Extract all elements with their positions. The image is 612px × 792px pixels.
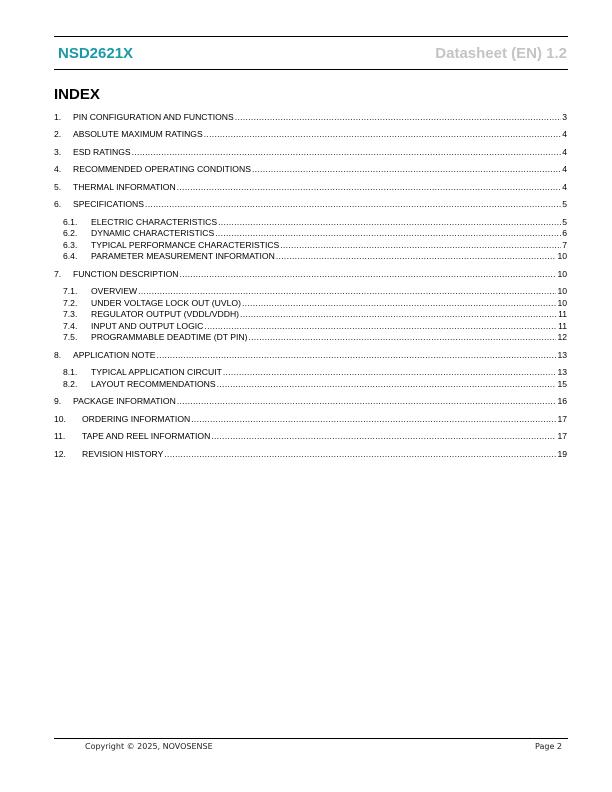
toc-entry-page: 12	[557, 332, 567, 342]
toc-entry-page: 13	[557, 350, 567, 360]
toc-entry-number: 7.	[54, 269, 62, 279]
toc-entry-label: THERMAL INFORMATION	[73, 182, 176, 192]
dot-leader	[218, 217, 561, 228]
toc-entry-label: APPLICATION NOTE	[73, 350, 156, 360]
dot-leader	[240, 309, 557, 320]
toc-entry-page: 10	[557, 251, 567, 261]
toc-entry-label: TAPE AND REEL INFORMATION	[82, 431, 211, 441]
toc-entry-label: UNDER VOLTAGE LOCK OUT (UVLO)	[91, 298, 241, 308]
toc-entry-page: 13	[557, 367, 567, 377]
page-number: Page 2	[535, 742, 562, 751]
toc-entry-number: 10.	[54, 414, 66, 424]
toc-entry-number: 6.	[54, 199, 62, 209]
toc-entry[interactable]	[54, 298, 567, 309]
toc-entry-number: 4.	[54, 164, 62, 174]
toc-entry[interactable]	[54, 182, 567, 193]
toc-entry-label: PACKAGE INFORMATION	[73, 396, 176, 406]
toc-entry-page: 10	[557, 286, 567, 296]
toc-entry-page: 17	[557, 414, 567, 424]
toc-entry-label: FUNCTION DESCRIPTION	[73, 269, 179, 279]
dot-leader	[145, 199, 561, 210]
toc-entry[interactable]	[54, 332, 567, 343]
toc-entry[interactable]	[54, 396, 567, 407]
dot-leader	[164, 449, 556, 460]
toc-entry[interactable]	[54, 147, 567, 158]
toc-entry-page: 4	[562, 147, 567, 157]
dot-leader	[280, 240, 561, 251]
toc-entry-number: 7.1.	[63, 286, 78, 296]
dot-leader	[252, 164, 561, 175]
dot-leader	[191, 414, 556, 425]
toc-entry-label: REVISION HISTORY	[82, 449, 164, 459]
toc-entry[interactable]	[54, 309, 567, 320]
toc-entry[interactable]	[54, 286, 567, 297]
dot-leader	[180, 269, 557, 280]
dot-leader	[211, 431, 556, 442]
toc-entry-label: ABSOLUTE MAXIMUM RATINGS	[73, 129, 203, 139]
toc-entry-number: 8.2.	[63, 379, 78, 389]
toc-entry[interactable]	[54, 129, 567, 140]
toc-entry-label: PARAMETER MEASUREMENT INFORMATION	[91, 251, 275, 261]
toc-entry-label: TYPICAL APPLICATION CIRCUIT	[91, 367, 222, 377]
toc-entry[interactable]	[54, 379, 567, 390]
toc-entry-page: 4	[562, 164, 567, 174]
toc-entry-label: LAYOUT RECOMMENDATIONS	[91, 379, 216, 389]
dot-leader	[215, 228, 561, 239]
toc-entry[interactable]	[54, 164, 567, 175]
toc-entry-label: PROGRAMMABLE DEADTIME (DT PIN)	[91, 332, 248, 342]
dot-leader	[177, 396, 557, 407]
toc-entry-number: 8.	[54, 350, 62, 360]
toc-entry-page: 15	[557, 379, 567, 389]
toc-entry-number: 2.	[54, 129, 62, 139]
toc-entry-label: PIN CONFIGURATION AND FUNCTIONS	[73, 112, 234, 122]
toc-entry[interactable]	[54, 199, 567, 210]
toc-entry[interactable]	[54, 431, 567, 442]
toc-entry-page: 6	[562, 228, 567, 238]
toc-entry-label: ORDERING INFORMATION	[82, 414, 191, 424]
toc-entry-page: 11	[558, 309, 567, 319]
toc-entry-page: 5	[562, 199, 567, 209]
document-version: Datasheet (EN) 1.2	[435, 45, 567, 62]
toc-entry-number: 3.	[54, 147, 62, 157]
toc-entry-label: DYNAMIC CHARACTERISTICS	[91, 228, 215, 238]
dot-leader	[242, 298, 557, 309]
toc-entry[interactable]	[54, 350, 567, 361]
toc-entry[interactable]	[54, 449, 567, 460]
index-heading: INDEX	[54, 86, 100, 103]
toc-entry-number: 12.	[54, 449, 66, 459]
toc-entry-page: 17	[557, 431, 567, 441]
header-top-rule	[54, 36, 568, 37]
toc-entry-label: OVERVIEW	[91, 286, 138, 296]
toc-entry-label: REGULATOR OUTPUT (VDDL/VDDH)	[91, 309, 240, 319]
copyright: Copyright © 2025, NOVOSENSE	[85, 742, 213, 751]
toc-entry-page: 19	[557, 449, 567, 459]
toc-entry-number: 6.4.	[63, 251, 78, 261]
toc-entry-page: 4	[562, 129, 567, 139]
toc-entry-label: SPECIFICATIONS	[73, 199, 144, 209]
toc-entry-label: RECOMMENDED OPERATING CONDITIONS	[73, 164, 251, 174]
toc-entry[interactable]	[54, 367, 567, 378]
toc-entry-page: 11	[558, 321, 567, 331]
toc-entry[interactable]	[54, 240, 567, 251]
toc-entry-number: 7.5.	[63, 332, 78, 342]
toc-entry-label: INPUT AND OUTPUT LOGIC	[91, 321, 204, 331]
toc-entry-number: 7.2.	[63, 298, 78, 308]
toc-entry-number: 6.3.	[63, 240, 78, 250]
toc-entry-number: 8.1.	[63, 367, 78, 377]
toc-entry-number: 1.	[54, 112, 62, 122]
dot-leader	[132, 147, 562, 158]
toc-entry-page: 4	[562, 182, 567, 192]
product-name: NSD2621X	[58, 45, 134, 62]
dot-leader	[177, 182, 562, 193]
dot-leader	[204, 321, 557, 332]
toc-entry-page: 5	[562, 217, 567, 227]
toc-entry[interactable]	[54, 414, 567, 425]
dot-leader	[223, 367, 557, 378]
toc-entry-label: ESD RATINGS	[73, 147, 131, 157]
toc-entry[interactable]	[54, 269, 567, 280]
footer-rule	[54, 738, 568, 739]
toc-entry-page: 7	[562, 240, 567, 250]
toc-entry-label: ELECTRIC CHARACTERISTICS	[91, 217, 218, 227]
toc-entry[interactable]	[54, 112, 567, 123]
toc-entry-number: 5.	[54, 182, 62, 192]
dot-leader	[276, 251, 557, 262]
toc-entry-number: 6.1.	[63, 217, 78, 227]
dot-leader	[138, 286, 556, 297]
toc-entry[interactable]	[54, 321, 567, 332]
toc-entry-label: TYPICAL PERFORMANCE CHARACTERISTICS	[91, 240, 280, 250]
toc-entry-page: 16	[557, 396, 567, 406]
toc-entry[interactable]	[54, 228, 567, 239]
toc-entry-number: 6.2.	[63, 228, 78, 238]
toc-entry-number: 9.	[54, 396, 62, 406]
toc-entry-number: 11.	[54, 431, 66, 441]
toc-entry[interactable]	[54, 251, 567, 262]
dot-leader	[217, 379, 557, 390]
toc-entry-number: 7.3.	[63, 309, 78, 319]
toc-entry[interactable]	[54, 217, 567, 228]
dot-leader	[156, 350, 556, 361]
dot-leader	[204, 129, 562, 140]
dot-leader	[235, 112, 561, 123]
header-bottom-rule	[54, 69, 568, 70]
toc-entry-page: 10	[557, 269, 567, 279]
dot-leader	[248, 332, 556, 343]
toc-entry-page: 10	[557, 298, 567, 308]
toc-entry-page: 3	[562, 112, 567, 122]
toc-entry-number: 7.4.	[63, 321, 78, 331]
